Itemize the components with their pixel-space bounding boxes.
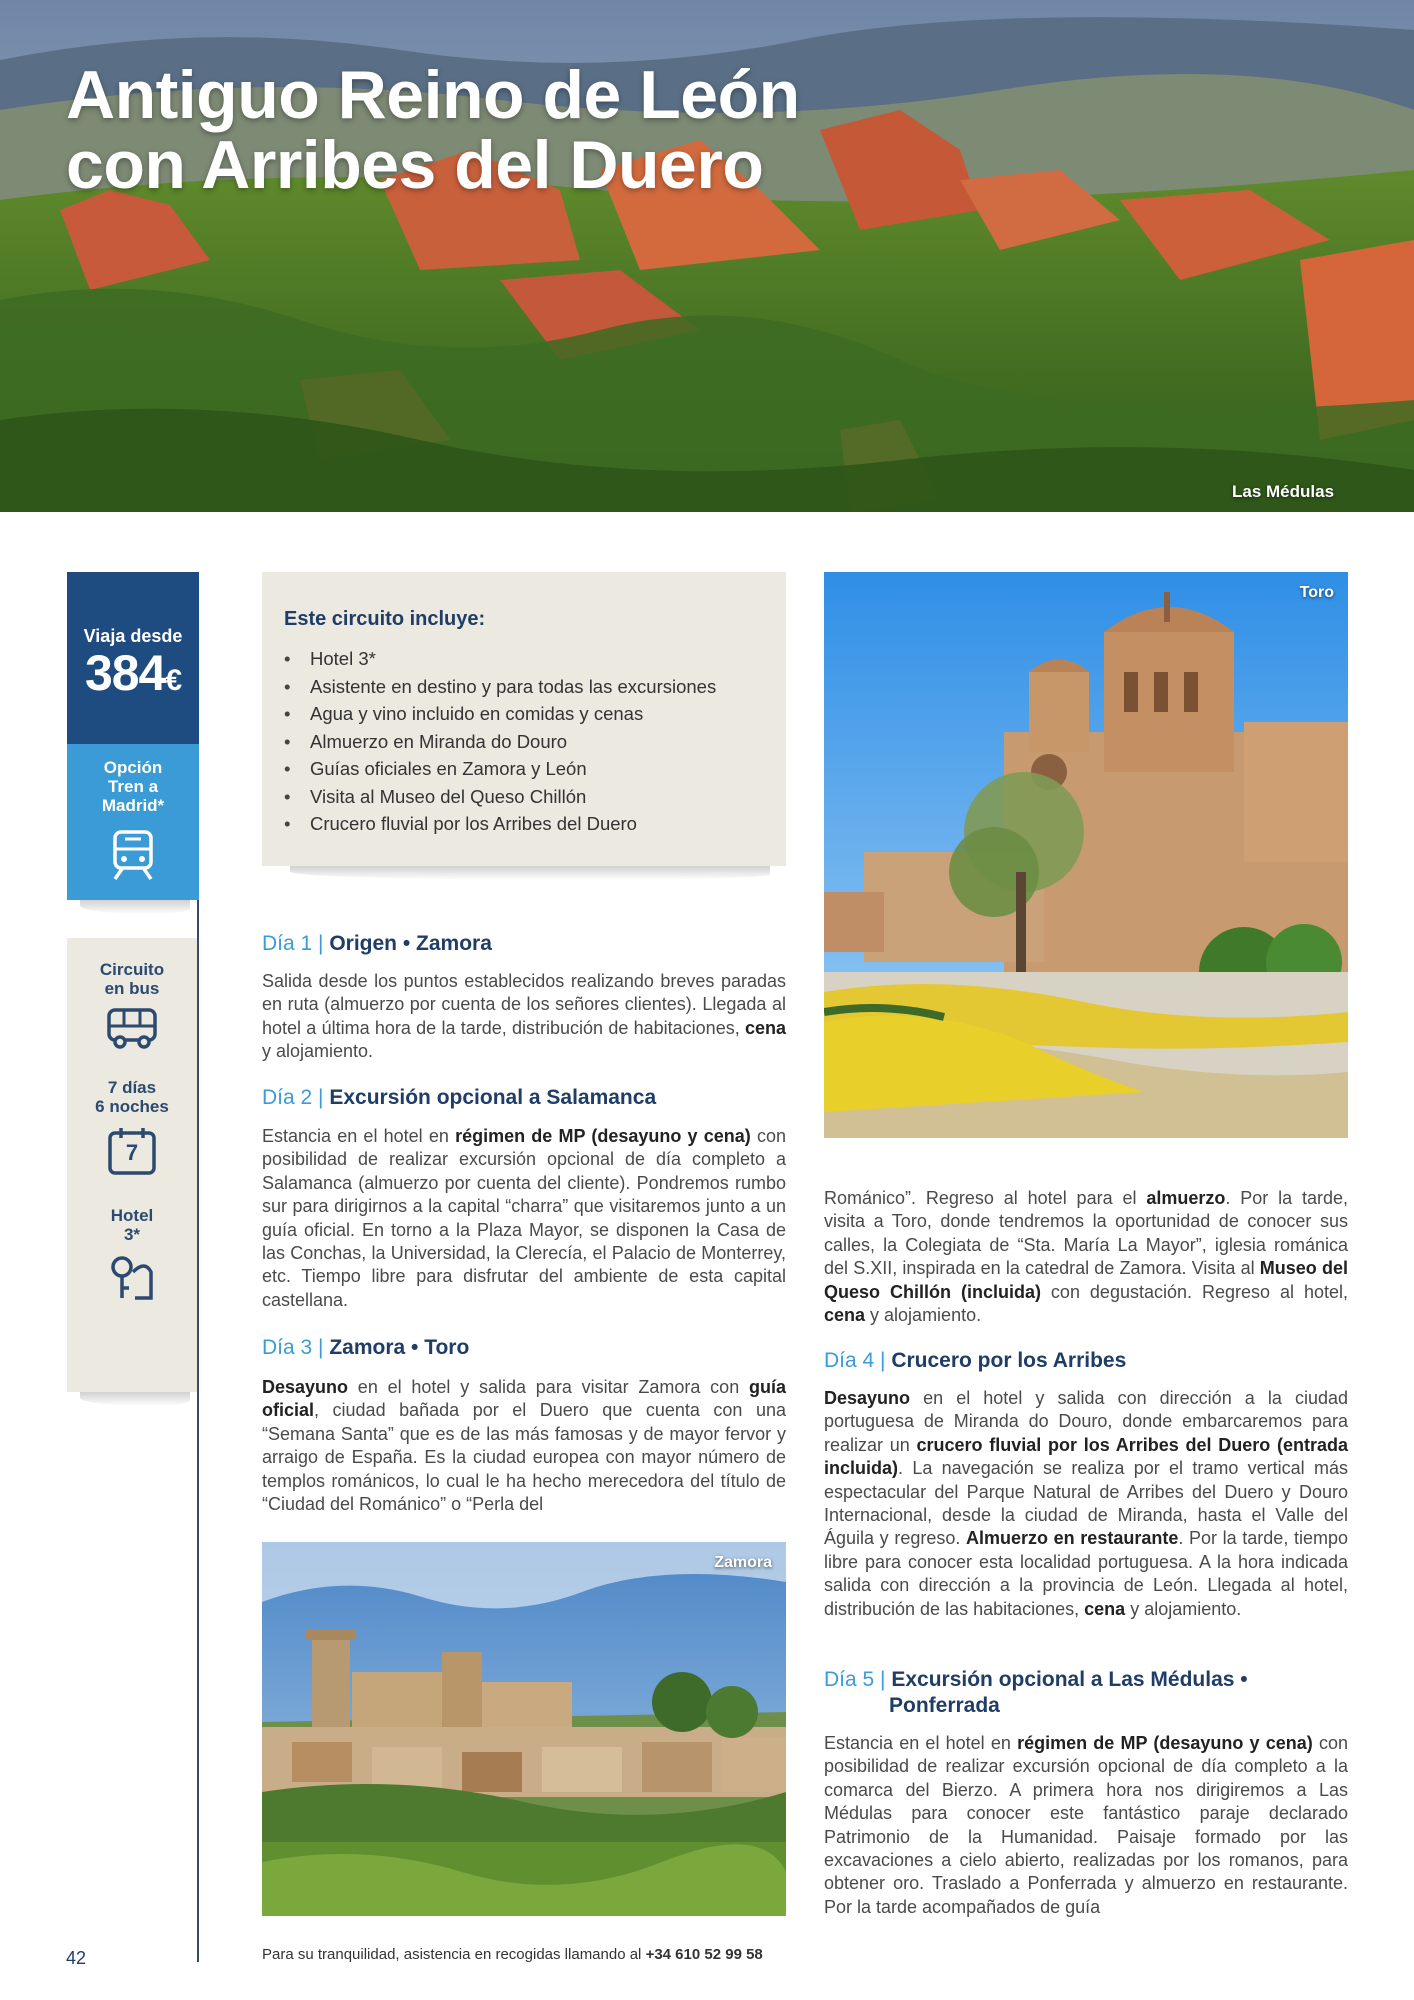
train-option-label bbox=[67, 758, 199, 815]
day-5-title: Excursión opcional a Las Médulas • bbox=[891, 1668, 1248, 1691]
day-3-title: Zamora • Toro bbox=[329, 1336, 470, 1359]
hotel-key-icon bbox=[107, 1252, 157, 1302]
sidebar-vertical-rule bbox=[197, 900, 199, 1962]
price-box bbox=[67, 572, 199, 744]
duration-line-2: 6 noches bbox=[95, 1097, 169, 1116]
page-title bbox=[66, 57, 800, 203]
toro-photo-caption: Toro bbox=[1299, 584, 1334, 601]
calendar-number: 7 bbox=[125, 1140, 139, 1165]
day-2-number: Día 2 bbox=[262, 1086, 313, 1109]
day-4-title: Crucero por los Arribes bbox=[891, 1349, 1127, 1372]
page-number: 42 bbox=[66, 1948, 87, 1968]
zamora-city-image bbox=[262, 1542, 786, 1916]
hotel-feature bbox=[67, 1206, 197, 1302]
day-4-heading: Día 4 | Crucero por los Arribes bbox=[824, 1349, 1127, 1372]
includes-list bbox=[284, 645, 786, 838]
includes-item: • Crucero fluvial por los Arribes del Duero bbox=[284, 810, 786, 838]
zamora-photo bbox=[262, 1542, 786, 1916]
toro-collegiate-church-image bbox=[824, 572, 1348, 1138]
day-1-text: Salida desde los puntos establecidos realizando breves paradas en ruta (almuerzo por cuenta de los señores clientes). Llegada al hotel a última hora de la tarde, distribución de habitaciones, cena y alojamiento. bbox=[262, 971, 786, 1062]
day-3-text: Desayuno en el hotel y salida para visitar Zamora con guía oficial, ciudad bañada por el Duero que cuenta con una “Semana Santa” que es de las más famosas y de mayor fervor y arraigo de España. Es la ciudad europea con mayor número de templos románicos, lo cual le ha hecho merecedora del título de “Ciudad del Románico” o “Perla del bbox=[262, 1377, 786, 1515]
train-option-line-2: Tren a bbox=[107, 777, 159, 796]
includes-title: Este circuito incluye: bbox=[284, 608, 486, 630]
bus-label bbox=[67, 960, 197, 998]
day-2-heading: Día 2 | Excursión opcional a Salamanca bbox=[262, 1086, 657, 1109]
assistance-note-text: Para su tranquilidad, asistencia en recogidas llamando al bbox=[262, 1946, 646, 1963]
price-label: Viaja desde bbox=[83, 626, 183, 646]
train-option-line-1: Opción bbox=[103, 758, 163, 777]
title-line-1: Antiguo Reino de León bbox=[66, 57, 800, 133]
day-2-text: Estancia en el hotel en régimen de MP (desayuno y cena) con posibilidad de realizar excursión opcional de día completo a Salamanca (almuerzo por cuenta del cliente). Pondremos rumbo sur para dirigirnos a la capital “charra” que visitaremos junto a un guía oficial. En torno a la Plaza Mayor, se disponen la Casa de las Conchas, la Universidad, la Clerecía, el Palacio de Monterrey, etc. Tiempo libre para disfrutar del ambiente de esta capital castellana. bbox=[262, 1126, 786, 1310]
price-currency: € bbox=[165, 664, 182, 697]
day-5-title-line-2: Ponferrada bbox=[889, 1694, 1000, 1717]
includes-box-shadow bbox=[290, 866, 770, 880]
bus-line-2: en bus bbox=[104, 979, 160, 998]
hotel-line-2: 3* bbox=[123, 1225, 141, 1244]
price-value bbox=[67, 647, 199, 707]
price-amount: 384 bbox=[84, 645, 166, 701]
title-line-2: con Arribes del Duero bbox=[66, 127, 764, 203]
day-1-heading: Día 1 | Origen • Zamora bbox=[262, 932, 492, 955]
bus-feature bbox=[67, 960, 197, 1050]
hotel-line-1: Hotel bbox=[110, 1206, 154, 1225]
bus-icon bbox=[106, 1006, 158, 1050]
train-option-line-3: Madrid* bbox=[101, 796, 165, 815]
calendar-icon bbox=[107, 1126, 157, 1176]
day-3-number: Día 3 bbox=[262, 1336, 313, 1359]
duration-line-1: 7 días bbox=[107, 1078, 157, 1097]
day-2-title: Excursión opcional a Salamanca bbox=[329, 1086, 657, 1109]
day-5-number: Día 5 bbox=[824, 1668, 875, 1691]
day-1-title: Origen • Zamora bbox=[329, 932, 492, 955]
zamora-photo-caption: Zamora bbox=[714, 1554, 772, 1571]
day-5-text: Estancia en el hotel en régimen de MP (desayuno y cena) con posibilidad de realizar excursión opcional de día completo a la comarca del Bierzo. A primera hora nos dirigiremos a Las Médulas para conocer este fantástico paraje declarado Patrimonio de la Humanidad. Paisaje formado por las excavaciones a cielo abierto, realizadas por los romanos, para obtener oro. Traslado a Ponferrada y almuerzo en restaurante. Por la tarde acompañados de guía bbox=[824, 1733, 1348, 1917]
includes-item: • Asistente en destino y para todas las excursiones bbox=[284, 673, 786, 701]
includes-item: • Hotel 3* bbox=[284, 645, 786, 673]
hero-photo-caption: Las Médulas bbox=[1232, 482, 1335, 501]
trip-features-box bbox=[67, 938, 197, 1392]
bus-line-1: Circuito bbox=[99, 960, 165, 979]
assistance-phone: +34 610 52 99 58 bbox=[645, 1946, 763, 1963]
includes-box bbox=[262, 572, 786, 866]
toro-photo bbox=[824, 572, 1348, 1138]
includes-item: • Almuerzo en Miranda do Douro bbox=[284, 728, 786, 756]
includes-item: • Visita al Museo del Queso Chillón bbox=[284, 783, 786, 811]
hero-banner bbox=[0, 0, 1414, 512]
day-1-number: Día 1 bbox=[262, 932, 313, 955]
includes-item: • Guías oficiales en Zamora y León bbox=[284, 755, 786, 783]
features-box-shadow bbox=[80, 1392, 190, 1406]
day-5-heading: Día 5 | Excursión opcional a Las Médulas • Ponferrada bbox=[824, 1668, 1248, 1717]
train-option-box bbox=[67, 744, 199, 900]
duration-label bbox=[67, 1078, 197, 1116]
day-3-heading: Día 3 | Zamora • Toro bbox=[262, 1336, 470, 1359]
duration-feature bbox=[67, 1078, 197, 1176]
includes-item: • Agua y vino incluido en comidas y cenas bbox=[284, 700, 786, 728]
day-4-number: Día 4 bbox=[824, 1349, 875, 1372]
train-box-shadow bbox=[80, 900, 190, 914]
day-3-text-continued: Románico”. Regreso al hotel para el almuerzo. Por la tarde, visita a Toro, donde tendremos la oportunidad de conocer sus calles, la Colegiata de “Sta. María La Mayor”, iglesia románica del S.XII, inspirada en la catedral de Zamora. Visita al Museo del Queso Chillón (incluida) con degustación. Regreso al hotel, cena y alojamiento. bbox=[824, 1188, 1349, 1326]
hotel-label bbox=[67, 1206, 197, 1244]
assistance-note bbox=[262, 1946, 763, 1963]
train-icon bbox=[110, 829, 156, 881]
day-4-text: Desayuno en el hotel y salida con dirección a la ciudad portuguesa de Miranda do Douro, donde embarcaremos para realizar un crucero fluvial por los Arribes del Duero (entrada incluida). La navegación se realiza por el tramo vertical más espectacular del Parque Natural de Arribes del Duero y Douro Internacional, desde la ciudad de Miranda, hasta el Valle del Águila y regreso. Almuerzo en restaurante. Por la tarde, tiempo libre para conocer esta localidad portuguesa. A la hora indicada salida con dirección a la provincia de León. Llegada al hotel, distribución de las habitaciones, cena y alojamiento. bbox=[824, 1388, 1348, 1619]
